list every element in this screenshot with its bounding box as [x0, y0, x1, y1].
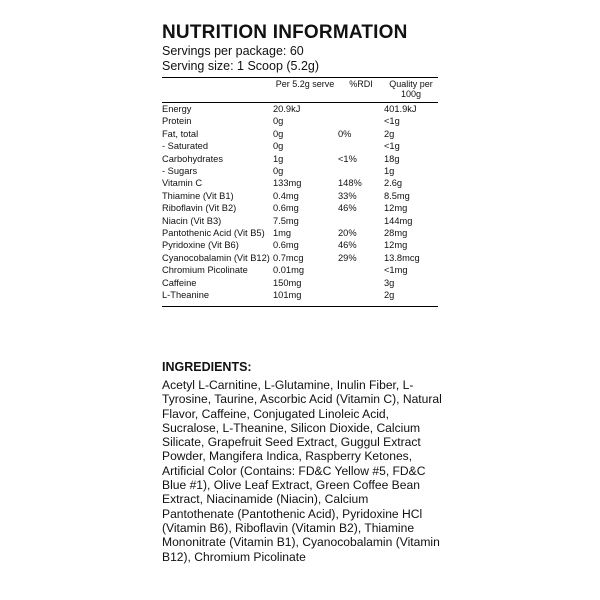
per-100g-value: 144mg — [384, 215, 413, 226]
per-serve-value: 1g — [273, 153, 284, 164]
per-100g-value: 12mg — [384, 240, 408, 251]
per-serve-value: 0.7mcg — [273, 252, 304, 263]
table-row — [162, 153, 438, 165]
per-serve-value: 0.4mg — [273, 190, 299, 201]
per-100g-value: 1g — [384, 166, 395, 177]
table-row — [162, 202, 438, 214]
rdi-value: 46% — [338, 203, 357, 214]
nutrient-name: Niacin (Vit B3) — [162, 215, 222, 226]
rdi-value — [338, 215, 384, 227]
per-100g-value: 2g — [384, 128, 395, 139]
nutrient-name: L-Theanine — [162, 290, 210, 301]
rdi-value: 20% — [338, 228, 357, 239]
per-serve-value: 0.6mg — [273, 203, 299, 214]
table-row — [162, 165, 438, 177]
table-row — [162, 177, 438, 189]
per-100g-value: 3g — [384, 277, 395, 288]
rdi-value: 148% — [338, 178, 362, 189]
table-row — [162, 115, 438, 127]
per-100g-value: <1mg — [384, 265, 408, 276]
rdi-value — [338, 165, 384, 177]
nutrient-name: Thiamine (Vit B1) — [162, 190, 234, 201]
per-serve-value: 133mg — [273, 178, 302, 189]
rdi-value: 46% — [338, 240, 357, 251]
per-serve-value: 0g — [273, 116, 284, 127]
per-100g-value: 18g — [384, 153, 400, 164]
ingredients-text: Acetyl L-Carnitine, L-Glutamine, Inulin Fiber, L-Tyrosine, Taurine, Ascorbic Acid (Vitamin C), Natural Flavor, Caffeine, Conjugated Linoleic Acid, Sucralose, L-Theanine, Silicon Dioxide, Calcium Silicate, Grapefruit Seed Extract, Guggul Extract Powder, Mangifera Indica, Raspberry Ketones, Artificial Color (Contains: FD&C Yellow #5, FD&C Blue #1), Olive Leaf Extract, Green Coffee Bean Extract, Niacinamide (Niacin), Calcium Pantothenate (Pantothenic Acid), Pyridoxine HCl (Vitamin B6), Riboflavin (Vitamin B2), Thiamine Mononitrate (Vitamin B1), Cyanocobalamin (Vitamin B12), Chromium Picolinate — [162, 378, 442, 564]
per-100g-value: <1g — [384, 116, 400, 127]
rdi-value: 33% — [338, 190, 357, 201]
nutrient-name: Cyanocobalamin (Vit B12) — [162, 252, 270, 263]
per-100g-value: 13.8mcg — [384, 252, 420, 263]
nutrient-name: Protein — [162, 116, 192, 127]
per-serve-value: 20.9kJ — [273, 104, 301, 114]
per-100g-value: 12mg — [384, 203, 408, 214]
table-row — [162, 103, 438, 116]
table-row — [162, 140, 438, 152]
nutrient-name: Energy — [162, 104, 192, 114]
per-100g-value: 401.9kJ — [384, 104, 417, 114]
nutrient-name: Fat, total — [162, 128, 199, 139]
table-row — [162, 289, 438, 305]
per-100g-value: 2.6g — [384, 178, 403, 189]
nutrient-name: Vitamin C — [162, 178, 203, 189]
rdi-value — [338, 264, 384, 276]
header-nutrient — [162, 78, 272, 103]
nutrient-name: Chromium Picolinate — [162, 265, 248, 276]
table-row — [162, 128, 438, 140]
header-per-100g: Quality per 100g — [384, 78, 438, 103]
nutrient-name: - Sugars — [162, 166, 198, 177]
serving-size: Serving size: 1 Scoop (5.2g) — [162, 59, 320, 73]
rdi-value: <1% — [338, 153, 357, 164]
nutrient-name: Caffeine — [162, 277, 197, 288]
header-rdi: %RDI — [338, 78, 384, 103]
servings-per-package: Servings per package: 60 — [162, 44, 304, 58]
rdi-value — [338, 115, 384, 127]
table-row — [162, 264, 438, 276]
per-serve-value: 101mg — [273, 290, 302, 301]
per-serve-value: 0g — [273, 141, 284, 152]
nutrition-panel — [162, 22, 438, 307]
rdi-value — [338, 289, 384, 305]
table-row — [162, 190, 438, 202]
per-100g-value: <1g — [384, 141, 400, 152]
per-serve-value: 0.6mg — [273, 240, 299, 251]
nutrition-table — [162, 78, 438, 306]
bottom-divider — [162, 306, 438, 307]
ingredients-heading: INGREDIENTS: — [162, 360, 252, 374]
per-serve-value: 0g — [273, 166, 284, 177]
rdi-value: 29% — [338, 252, 357, 263]
per-100g-value: 28mg — [384, 228, 408, 239]
table-row — [162, 239, 438, 251]
rdi-value — [338, 140, 384, 152]
nutrient-name: Pyridoxine (Vit B6) — [162, 240, 239, 251]
per-serve-value: 150mg — [273, 277, 302, 288]
rdi-value — [338, 103, 384, 116]
header-per-serve: Per 5.2g serve — [272, 78, 338, 103]
table-row — [162, 227, 438, 239]
nutrition-title: NUTRITION INFORMATION — [162, 22, 408, 43]
table-row — [162, 215, 438, 227]
rdi-value: 0% — [338, 128, 352, 139]
table-header-row — [162, 78, 438, 103]
table-row — [162, 277, 438, 289]
rdi-value — [338, 277, 384, 289]
nutrient-name: Pantothenic Acid (Vit B5) — [162, 228, 265, 239]
table-row — [162, 252, 438, 264]
per-serve-value: 0.01mg — [273, 265, 305, 276]
nutrient-name: Riboflavin (Vit B2) — [162, 203, 237, 214]
nutrient-name: - Saturated — [162, 141, 208, 152]
ingredients-section — [162, 360, 442, 564]
per-serve-value: 0g — [273, 128, 284, 139]
per-100g-value: 8.5mg — [384, 190, 410, 201]
nutrient-name: Carbohydrates — [162, 153, 223, 164]
per-serve-value: 7.5mg — [273, 215, 299, 226]
per-100g-value: 2g — [384, 290, 395, 301]
per-serve-value: 1mg — [273, 228, 292, 239]
